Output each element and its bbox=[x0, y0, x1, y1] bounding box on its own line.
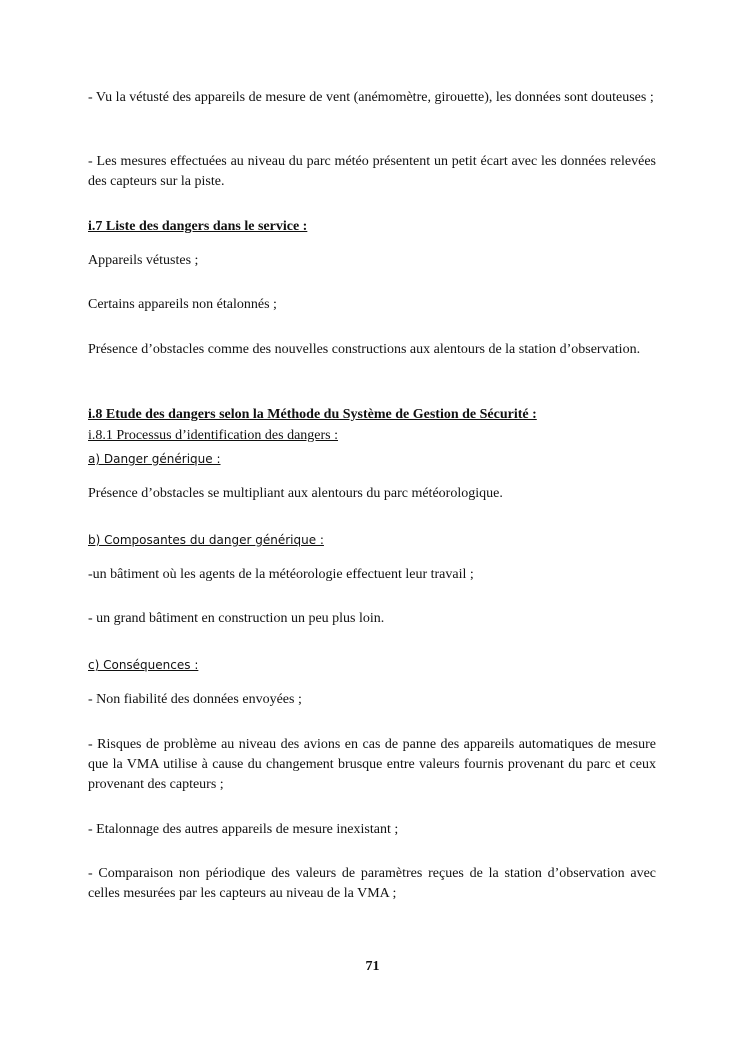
paragraph-wind-instruments: - Vu la vétusté des appareils de mesure de vent (anémomètre, girouette), les données sont douteuses ; bbox=[88, 90, 654, 105]
list-item-obsolete-devices: Appareils vétustes ; bbox=[88, 253, 199, 268]
paragraph-consequence-calibration: - Etalonnage des autres appareils de mesure inexistant ; bbox=[88, 822, 399, 837]
paragraph-measurement-gap: - Les mesures effectuées au niveau du parc météo présentent un petit écart avec les données relevées des capteurs sur la piste. bbox=[88, 154, 656, 189]
paragraph-component-building: -un bâtiment où les agents de la météorologie effectuent leur travail ; bbox=[88, 567, 474, 582]
paragraph-consequence-aircraft-risk: - Risques de problème au niveau des avions en cas de panne des appareils automatiques de mesure que la VMA utilise à cause du changement brusque entre valeurs fournis provenant du parc et ceux provenant des capteurs ; bbox=[88, 737, 656, 792]
paragraph-consequence-comparison: - Comparaison non périodique des valeurs de paramètres reçues de la station d’observation avec celles mesurées par les capteurs au niveau de la VMA ; bbox=[88, 866, 656, 901]
heading-i7: i.7 Liste des dangers dans le service : bbox=[88, 219, 308, 234]
heading-i8: i.8 Etude des dangers selon la Méthode du Système de Gestion de Sécurité : bbox=[88, 407, 537, 422]
heading-a-generic-danger: a) Danger générique : bbox=[88, 452, 221, 466]
heading-c-consequences: c) Conséquences : bbox=[88, 658, 199, 672]
paragraph-component-construction: - un grand bâtiment en construction un peu plus loin. bbox=[88, 611, 385, 626]
list-item-obstacles: Présence d’obstacles comme des nouvelles constructions aux alentours de la station d’observation. bbox=[88, 342, 641, 357]
heading-b-components: b) Composantes du danger générique : bbox=[88, 533, 324, 547]
heading-i81: i.8.1 Processus d’identification des dangers : bbox=[88, 428, 339, 443]
page-number: 71 bbox=[365, 959, 380, 974]
list-item-uncalibrated-devices: Certains appareils non étalonnés ; bbox=[88, 297, 277, 312]
paragraph-generic-danger: Présence d’obstacles se multipliant aux alentours du parc météorologique. bbox=[88, 486, 503, 501]
paragraph-consequence-reliability: - Non fiabilité des données envoyées ; bbox=[88, 692, 302, 707]
